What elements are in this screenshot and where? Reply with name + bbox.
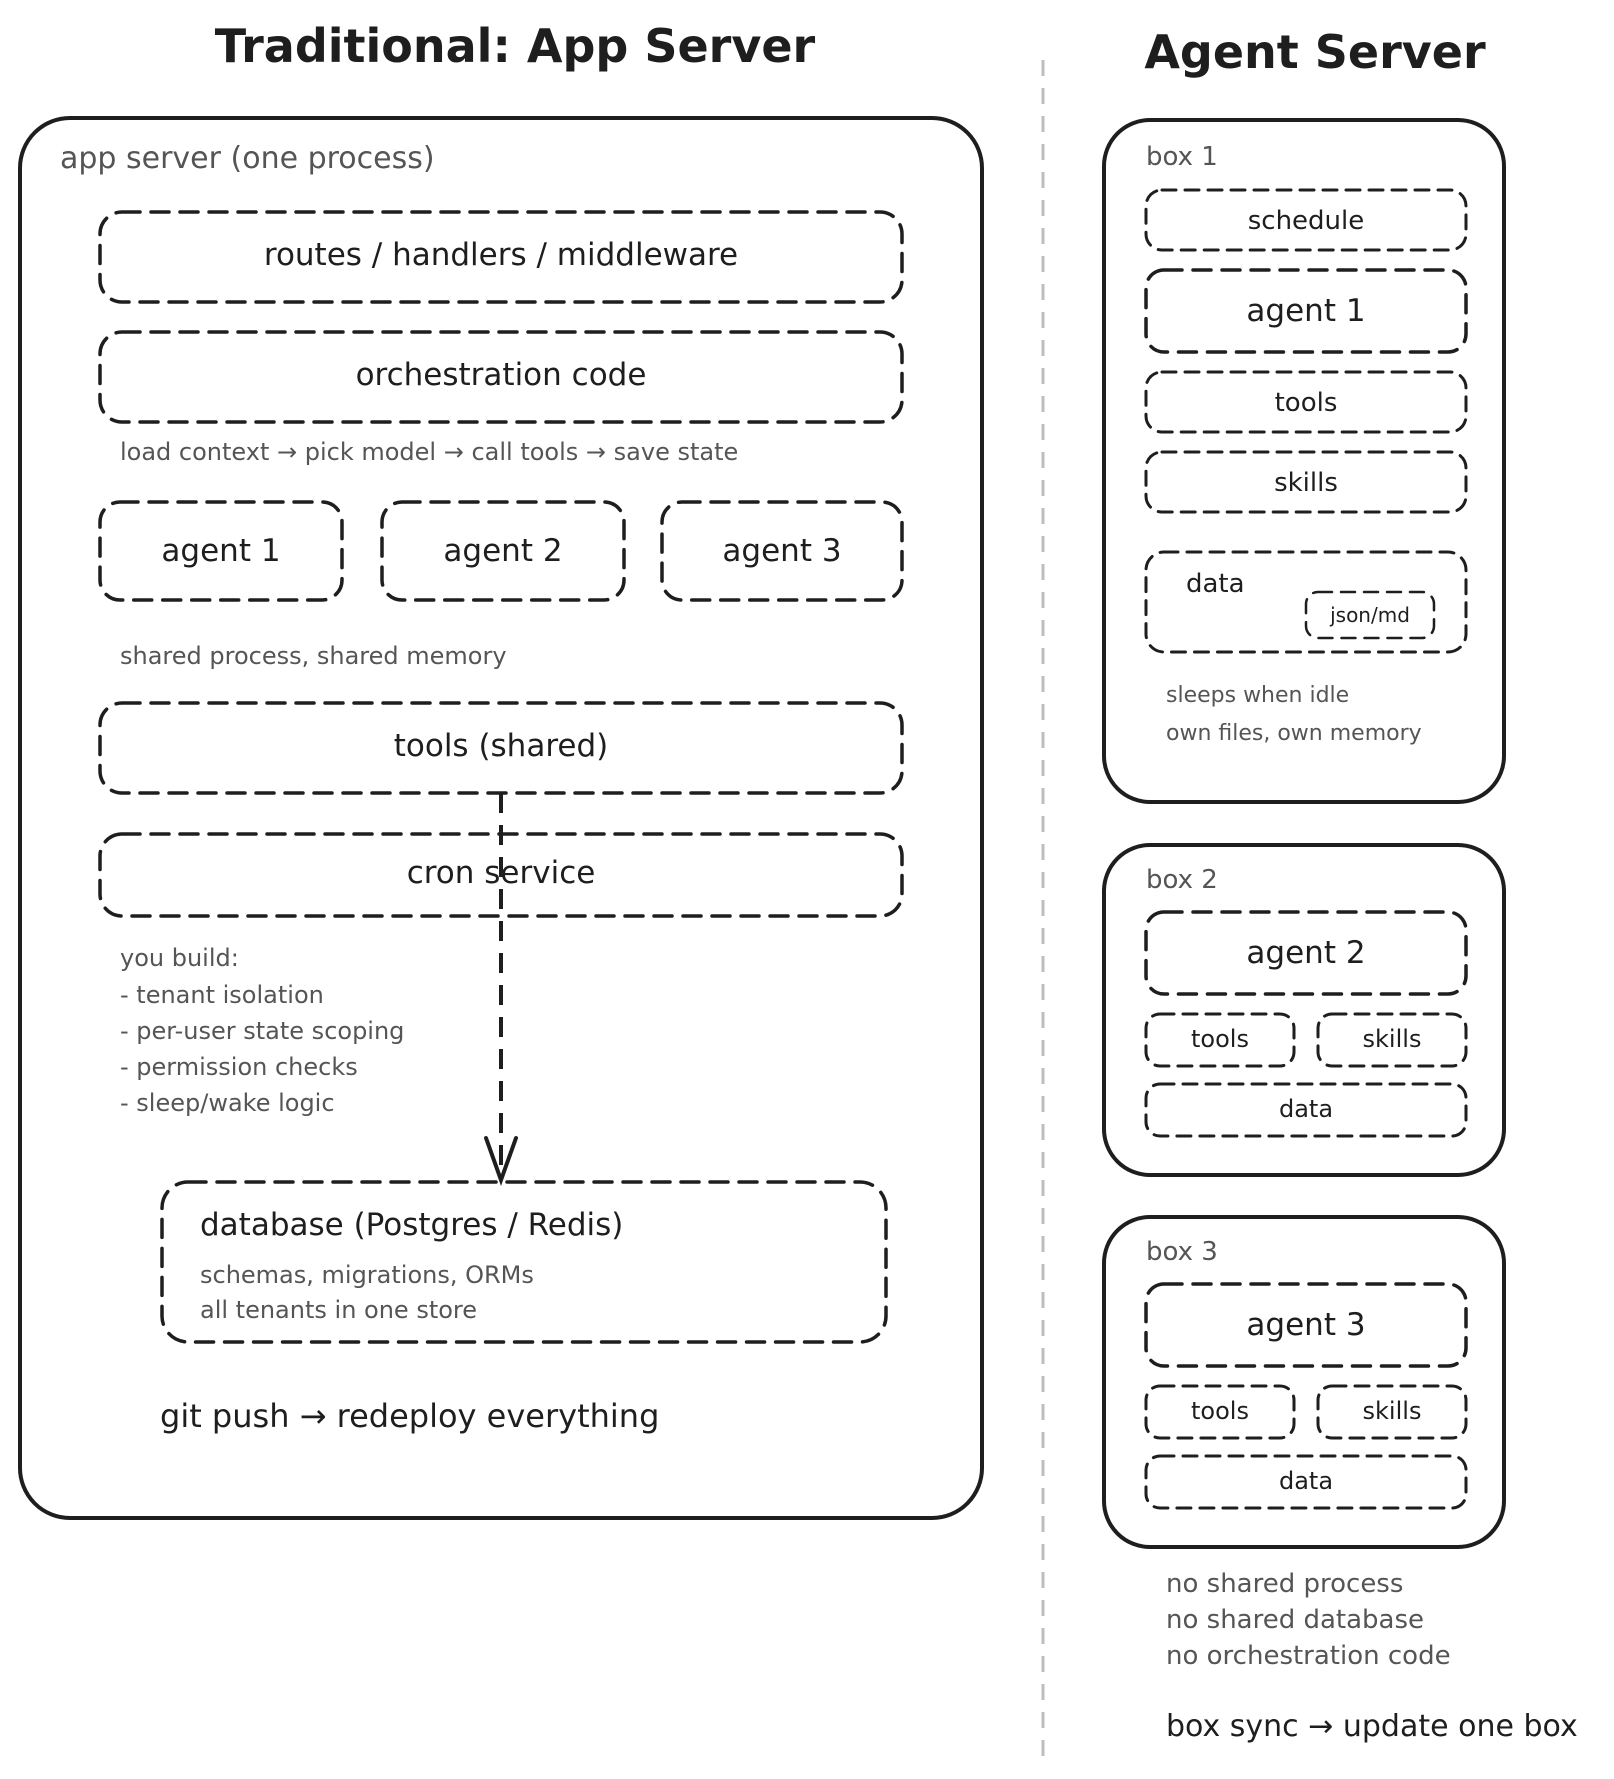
you-build-item-1: - tenant isolation xyxy=(120,981,324,1009)
title-agent-server: Agent Server xyxy=(1144,25,1486,79)
cron-service-label: cron service xyxy=(406,855,596,891)
database-title: database (Postgres / Redis) xyxy=(200,1207,624,1243)
agent-3-label: agent 3 xyxy=(722,533,842,569)
you-build-item-3: - permission checks xyxy=(120,1053,358,1081)
box-2-data-label: data xyxy=(1278,1095,1334,1123)
box-1-tools-label: tools xyxy=(1274,388,1338,418)
tools-shared-label: tools (shared) xyxy=(393,728,609,764)
you-build-item-2: - per-user state scoping xyxy=(120,1017,405,1045)
box-1-note-sleeps: sleeps when idle xyxy=(1166,683,1350,708)
shared-memory-note: shared process, shared memory xyxy=(120,642,507,670)
you-build-item-4: - sleep/wake logic xyxy=(120,1089,335,1117)
no-shared-database-note: no shared database xyxy=(1166,1605,1425,1635)
box-1-note-own-files: own files, own memory xyxy=(1166,721,1422,746)
you-build-heading: you build: xyxy=(120,944,239,972)
box-1-schedule-label: schedule xyxy=(1247,206,1365,236)
box-2-tools-label: tools xyxy=(1191,1025,1249,1053)
no-orchestration-note: no orchestration code xyxy=(1166,1641,1451,1671)
agent-2-label: agent 2 xyxy=(443,533,563,569)
box-2-skills-label: skills xyxy=(1362,1025,1422,1053)
box-1-data-label: data xyxy=(1186,569,1245,599)
box-3-data-label: data xyxy=(1278,1467,1334,1495)
box-sync-note: box sync → update one box xyxy=(1166,1709,1578,1744)
app-server-frame xyxy=(20,118,982,1518)
box-3-label: box 3 xyxy=(1146,1237,1218,1267)
database-line-1: schemas, migrations, ORMs xyxy=(200,1261,534,1289)
orchestration-label: orchestration code xyxy=(355,357,647,393)
app-server-label: app server (one process) xyxy=(60,141,435,176)
box-1-skills-label: skills xyxy=(1274,468,1338,498)
no-shared-process-note: no shared process xyxy=(1166,1569,1404,1599)
box-1-json-md-label: json/md xyxy=(1330,603,1410,627)
database-line-2: all tenants in one store xyxy=(200,1296,478,1324)
box-2-agent-label: agent 2 xyxy=(1246,935,1366,971)
box-2-label: box 2 xyxy=(1146,865,1218,895)
box-3-agent-label: agent 3 xyxy=(1246,1307,1366,1343)
routes-label: routes / handlers / middleware xyxy=(263,237,739,273)
box-1-label: box 1 xyxy=(1146,142,1218,172)
orchestration-flow-note: load context → pick model → call tools → save state xyxy=(120,438,739,466)
agent-1-label: agent 1 xyxy=(161,533,281,569)
box-3-tools-label: tools xyxy=(1191,1397,1249,1425)
box-3-skills-label: skills xyxy=(1362,1397,1422,1425)
git-push-note: git push → redeploy everything xyxy=(160,1397,660,1435)
title-traditional: Traditional: App Server xyxy=(214,19,816,73)
box-1-agent-label: agent 1 xyxy=(1246,293,1366,329)
